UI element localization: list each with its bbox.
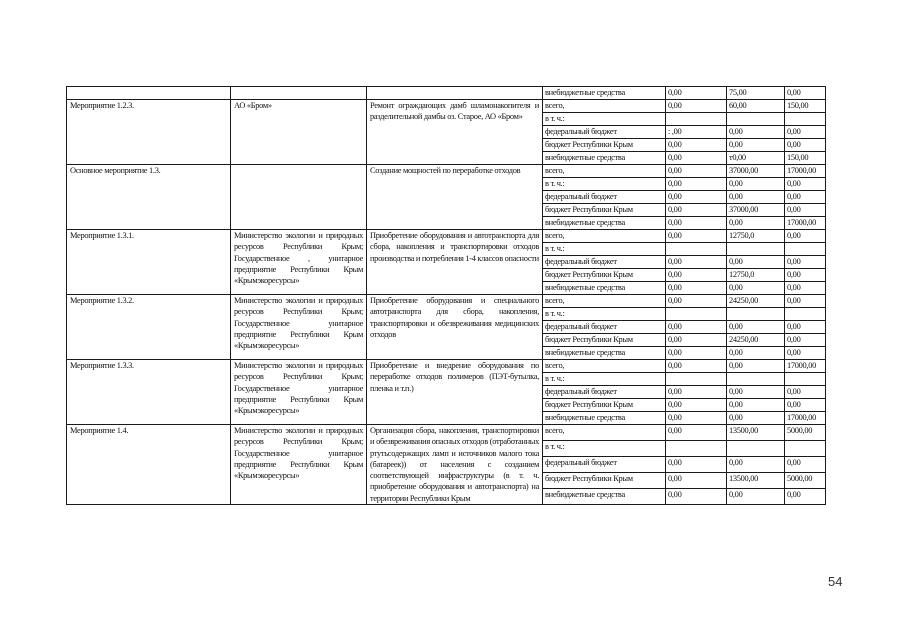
value-cell: 0,00 [666,178,727,191]
table-body [67,87,826,505]
value-cell: 12750,0 [727,269,785,282]
value-cell: 0,00 [666,360,727,373]
value-cell: 0,00 [666,295,727,308]
table-row [67,425,826,441]
value-cell: 0,00 [727,489,785,505]
event-name-cell: Мероприятие 1.3.3. [67,360,231,425]
value-cell [727,373,785,386]
funding-source-cell: всего, [543,100,666,113]
executor-cell: Министерство экологии и природных ресурсов Республики Крым; Государственное унитарное предприятие Республики Крым «Крымэкоресурсы» [231,425,367,505]
value-cell: 0,00 [785,230,826,243]
value-cell: 0,00 [727,386,785,399]
funding-source-cell: всего, [543,425,666,441]
value-cell: 0,00 [727,347,785,360]
funding-source-cell: федеральный бюджет [543,126,666,139]
funding-source-cell: бюджет Республики Крым [543,334,666,347]
executor-cell: Министерство экологии и природных ресурсов Республики Крым; Государственное унитарное предприятие Республики Крым «Крымэкоресурсы» [231,360,367,425]
event-name-cell: Мероприятие 1.2.3. [67,100,231,165]
page-number: 54 [828,574,843,589]
value-cell [666,441,727,457]
value-cell: 0,00 [666,425,727,441]
event-name-cell: Основное мероприятие 1.3. [67,165,231,230]
value-cell: 13500,00 [727,473,785,489]
value-cell: 0,00 [666,152,727,165]
value-cell: 37000,00 [727,204,785,217]
funding-source-cell: в т. ч.: [543,373,666,386]
event-name-cell: Мероприятие 1.3.1. [67,230,231,295]
value-cell [666,308,727,321]
value-cell: 0,00 [666,412,727,425]
value-cell: 0,00 [785,204,826,217]
value-cell: 0,00 [727,360,785,373]
value-cell: 0,00 [785,457,826,473]
description-cell: Приобретение оборудования и автотранспорта для сбора, накопления и транспортировки отходов производства и потребления 1-4 классов опасности [367,230,543,295]
event-name-cell: Мероприятие 1.4. [67,425,231,505]
funding-source-cell: всего, [543,165,666,178]
funding-source-cell: внебюджетные средства [543,217,666,230]
executor-cell [231,87,367,100]
funding-source-cell: бюджет Республики Крым [543,139,666,152]
value-cell: 0,00 [727,457,785,473]
funding-source-cell: в т. ч.: [543,178,666,191]
funding-source-cell: в т. ч.: [543,441,666,457]
value-cell: 0,00 [785,399,826,412]
table-row [67,87,826,100]
value-cell: 0,00 [727,178,785,191]
funding-source-cell: бюджет Республики Крым [543,399,666,412]
value-cell [727,243,785,256]
table-row [67,165,826,178]
value-cell: 0,00 [666,457,727,473]
executor-cell: Министерство экологии и природных ресурсов Республики Крым; Государственное , унитарное предприятие Республики Крым «Крымэкоресурсы» [231,230,367,295]
funding-source-cell: всего, [543,295,666,308]
event-name-cell [67,87,231,100]
value-cell: 0,00 [785,256,826,269]
description-cell: Приобретение и внедрение оборудования по переработке отходов полимеров (ПЭТ-бутылка, пленка и т.п.) [367,360,543,425]
value-cell: 0,00 [727,412,785,425]
value-cell: 0,00 [666,204,727,217]
value-cell: 0,00 [666,334,727,347]
value-cell: 0,00 [727,139,785,152]
value-cell: 0,00 [785,269,826,282]
value-cell: 0,00 [666,217,727,230]
funding-source-cell: внебюджетные средства [543,412,666,425]
value-cell: 0,00 [727,126,785,139]
funding-source-cell: бюджет Республики Крым [543,204,666,217]
value-cell [666,113,727,126]
table-row [67,360,826,373]
value-cell: 0,00 [727,321,785,334]
financing-table [66,86,826,505]
funding-source-cell: бюджет Республики Крым [543,473,666,489]
value-cell: 17000,00 [785,217,826,230]
value-cell: 0,00 [727,256,785,269]
funding-source-cell: бюджет Республики Крым [543,269,666,282]
value-cell: 0,00 [727,191,785,204]
value-cell: 0,00 [666,165,727,178]
funding-source-cell: внебюджетные средства [543,489,666,505]
value-cell: 5000,00 [785,425,826,441]
value-cell: 0,00 [666,473,727,489]
funding-source-cell: внебюджетные средства [543,347,666,360]
value-cell: 0,00 [785,126,826,139]
value-cell: 0,00 [666,230,727,243]
value-cell [727,441,785,457]
value-cell [785,373,826,386]
funding-source-cell: внебюджетные средства [543,87,666,100]
value-cell: 150,00 [785,152,826,165]
value-cell: 0,00 [727,217,785,230]
value-cell [666,373,727,386]
value-cell: 5000,00 [785,473,826,489]
value-cell: 0,00 [666,321,727,334]
value-cell: 0,00 [666,191,727,204]
value-cell: 0,00 [785,295,826,308]
funding-source-cell: в т. ч.: [543,113,666,126]
value-cell: 17000,00 [785,412,826,425]
table-row [67,100,826,113]
funding-source-cell: в т. ч.: [543,243,666,256]
description-cell [367,87,543,100]
value-cell: 37000,00 [727,165,785,178]
value-cell: : ,00 [666,126,727,139]
funding-source-cell: федеральный бюджет [543,321,666,334]
value-cell: 0,00 [727,399,785,412]
value-cell [727,113,785,126]
value-cell: 0,00 [785,334,826,347]
value-cell: 12750,0 [727,230,785,243]
value-cell [785,243,826,256]
value-cell: 0,00 [785,347,826,360]
value-cell [785,441,826,457]
value-cell: 0,00 [785,178,826,191]
value-cell: 0,00 [666,386,727,399]
value-cell: 60,00 [727,100,785,113]
executor-cell [231,165,367,230]
value-cell [666,243,727,256]
value-cell [785,113,826,126]
description-cell: Приобретение оборудования и специального автотранспорта для сбора, накопления, транспортировки и обезвреживания медицинских отходов [367,295,543,360]
value-cell: 0,00 [785,321,826,334]
funding-source-cell: федеральный бюджет [543,386,666,399]
value-cell: 0,00 [666,347,727,360]
value-cell: 0,00 [666,87,727,100]
executor-cell: АО «Бром» [231,100,367,165]
funding-source-cell: федеральный бюджет [543,256,666,269]
value-cell: 0,00 [785,87,826,100]
value-cell: 0,00 [666,399,727,412]
event-name-cell: Мероприятие 1.3.2. [67,295,231,360]
table-row [67,295,826,308]
value-cell: 75,00 [727,87,785,100]
executor-cell: Министерство экологии и природных ресурсов Республики Крым; Государственное унитарное предприятие Республики Крым «Крымэкоресурсы» [231,295,367,360]
value-cell: 13500,00 [727,425,785,441]
value-cell: 0,00 [785,191,826,204]
funding-source-cell: всего, [543,230,666,243]
value-cell: 0,00 [666,269,727,282]
value-cell: 0,00 [666,282,727,295]
value-cell: 0,00 [666,489,727,505]
value-cell: 24250,00 [727,295,785,308]
value-cell: 24250,00 [727,334,785,347]
value-cell: т0,00 [727,152,785,165]
value-cell: 17000,00 [785,165,826,178]
description-cell: Ремонт ограждающих дамб шламонакопителя и разделительной дамбы оз. Старое, АО «Бром» [367,100,543,165]
value-cell: 0,00 [785,489,826,505]
value-cell: 17000,00 [785,360,826,373]
value-cell: 0,00 [785,282,826,295]
funding-source-cell: внебюджетные средства [543,282,666,295]
value-cell: 0,00 [785,139,826,152]
value-cell: 0,00 [666,100,727,113]
description-cell: Создание мощностей по переработке отходов [367,165,543,230]
funding-source-cell: в т. ч.: [543,308,666,321]
value-cell: 0,00 [785,386,826,399]
value-cell: 150,00 [785,100,826,113]
value-cell: 0,00 [666,139,727,152]
value-cell: 0,00 [727,282,785,295]
funding-source-cell: всего, [543,360,666,373]
table-row [67,230,826,243]
funding-source-cell: федеральный бюджет [543,191,666,204]
value-cell [785,308,826,321]
funding-source-cell: федеральный бюджет [543,457,666,473]
value-cell [727,308,785,321]
funding-source-cell: внебюджетные средства [543,152,666,165]
description-cell: Организация сбора, накопления, транспортировки и обезвреживания опасных отходов (отработанных ртутьсодержащих ламп и источников малого тока (батареек)) от населения с созданием соответствующей инфраструктуры (в т. ч. приобретение оборудования и автотранспорта) на территории Республики Крым [367,425,543,505]
value-cell: 0,00 [666,256,727,269]
